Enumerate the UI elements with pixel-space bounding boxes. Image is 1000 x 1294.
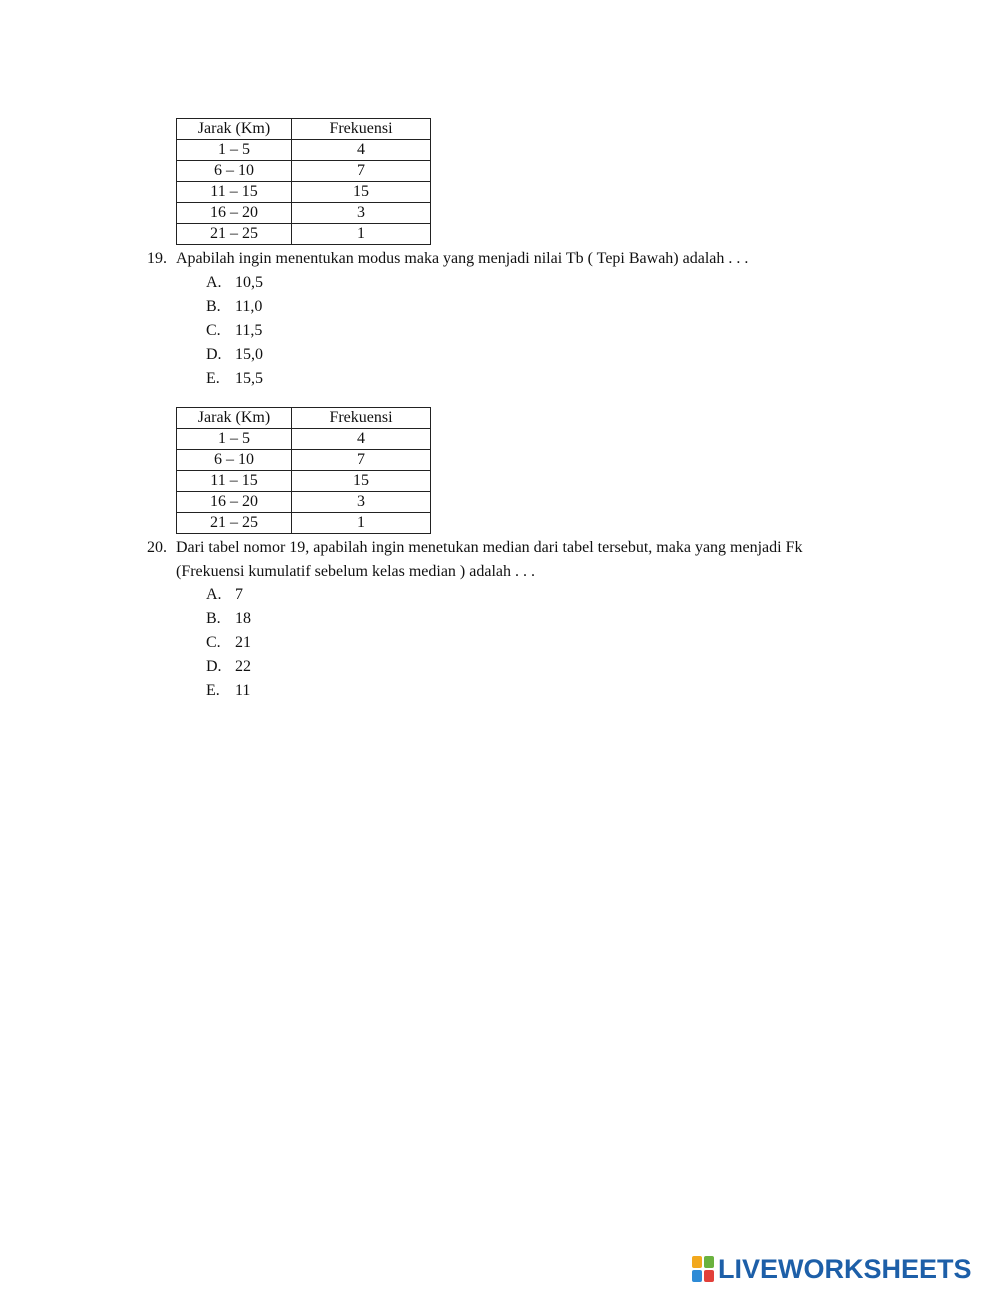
answer-option[interactable] <box>206 679 251 703</box>
answer-option[interactable] <box>206 367 263 391</box>
table-row <box>177 224 431 245</box>
frequency-table-2 <box>176 407 431 534</box>
frequency-table-1 <box>176 118 431 245</box>
logo-block-e <box>704 1270 714 1282</box>
cell-jarak: 21 – 25 <box>177 224 292 245</box>
cell-frekuensi: 3 <box>292 492 431 513</box>
option-value: 15,5 <box>235 370 263 387</box>
option-value: 11,5 <box>235 322 263 339</box>
header-jarak: Jarak (Km) <box>177 408 292 429</box>
option-value: 22 <box>235 658 251 675</box>
option-letter: B. <box>206 610 221 627</box>
brand-logo-icon <box>692 1256 714 1282</box>
header-jarak: Jarak (Km) <box>177 119 292 140</box>
option-letter: E. <box>206 370 220 387</box>
table-header-row <box>177 119 431 140</box>
cell-frekuensi: 1 <box>292 224 431 245</box>
cell-frekuensi: 15 <box>292 182 431 203</box>
option-letter: D. <box>206 658 222 675</box>
table-row <box>177 471 431 492</box>
cell-frekuensi: 7 <box>292 450 431 471</box>
table-row <box>177 513 431 534</box>
option-value: 15,0 <box>235 346 263 363</box>
cell-jarak: 21 – 25 <box>177 513 292 534</box>
header-frekuensi: Frekuensi <box>292 119 431 140</box>
cell-frekuensi: 7 <box>292 161 431 182</box>
answer-option[interactable] <box>206 319 263 343</box>
logo-block-l <box>692 1256 702 1268</box>
cell-frekuensi: 4 <box>292 429 431 450</box>
option-value: 21 <box>235 634 251 651</box>
table-row <box>177 429 431 450</box>
cell-jarak: 6 – 10 <box>177 450 292 471</box>
header-frekuensi: Frekuensi <box>292 408 431 429</box>
brand-name: LIVEWORKSHEETS <box>718 1254 972 1284</box>
answer-options-20 <box>206 583 251 703</box>
option-value: 7 <box>235 586 243 603</box>
option-value: 11 <box>235 682 251 699</box>
question-19 <box>147 247 907 271</box>
answer-option[interactable] <box>206 583 251 607</box>
cell-jarak: 6 – 10 <box>177 161 292 182</box>
table-row <box>177 203 431 224</box>
liveworksheets-logo <box>692 1254 972 1284</box>
table-row <box>177 140 431 161</box>
table-row <box>177 161 431 182</box>
answer-option[interactable] <box>206 607 251 631</box>
question-number: 19. <box>147 250 167 267</box>
option-letter: B. <box>206 298 221 315</box>
answer-option[interactable] <box>206 295 263 319</box>
option-value: 11,0 <box>235 298 263 315</box>
answer-option[interactable] <box>206 631 251 655</box>
question-text-line-2: (Frekuensi kumulatif sebelum kelas median ) adalah . . . <box>176 563 536 580</box>
cell-jarak: 11 – 15 <box>177 471 292 492</box>
option-value: 18 <box>235 610 251 627</box>
answer-option[interactable] <box>206 655 251 679</box>
cell-frekuensi: 1 <box>292 513 431 534</box>
cell-jarak: 11 – 15 <box>177 182 292 203</box>
option-letter: A. <box>206 274 222 291</box>
option-letter: D. <box>206 346 222 363</box>
cell-jarak: 1 – 5 <box>177 429 292 450</box>
answer-option[interactable] <box>206 271 263 295</box>
table-row <box>177 492 431 513</box>
answer-options-19 <box>206 271 263 391</box>
answer-option[interactable] <box>206 343 263 367</box>
table-row <box>177 450 431 471</box>
cell-jarak: 16 – 20 <box>177 203 292 224</box>
option-value: 10,5 <box>235 274 263 291</box>
table-header-row <box>177 408 431 429</box>
table-row <box>177 182 431 203</box>
question-20 <box>147 536 907 584</box>
question-text-line-1: Dari tabel nomor 19, apabilah ingin menetukan median dari tabel tersebut, maka yang menjadi Fk <box>176 539 803 556</box>
cell-jarak: 1 – 5 <box>177 140 292 161</box>
option-letter: C. <box>206 322 221 339</box>
question-text: Apabilah ingin menentukan modus maka yang menjadi nilai Tb ( Tepi Bawah) adalah . . . <box>176 250 749 267</box>
option-letter: E. <box>206 682 220 699</box>
option-letter: A. <box>206 586 222 603</box>
question-number: 20. <box>147 539 167 556</box>
option-letter: C. <box>206 634 221 651</box>
cell-frekuensi: 4 <box>292 140 431 161</box>
cell-jarak: 16 – 20 <box>177 492 292 513</box>
logo-block-i <box>704 1256 714 1268</box>
cell-frekuensi: 15 <box>292 471 431 492</box>
logo-block-v <box>692 1270 702 1282</box>
cell-frekuensi: 3 <box>292 203 431 224</box>
